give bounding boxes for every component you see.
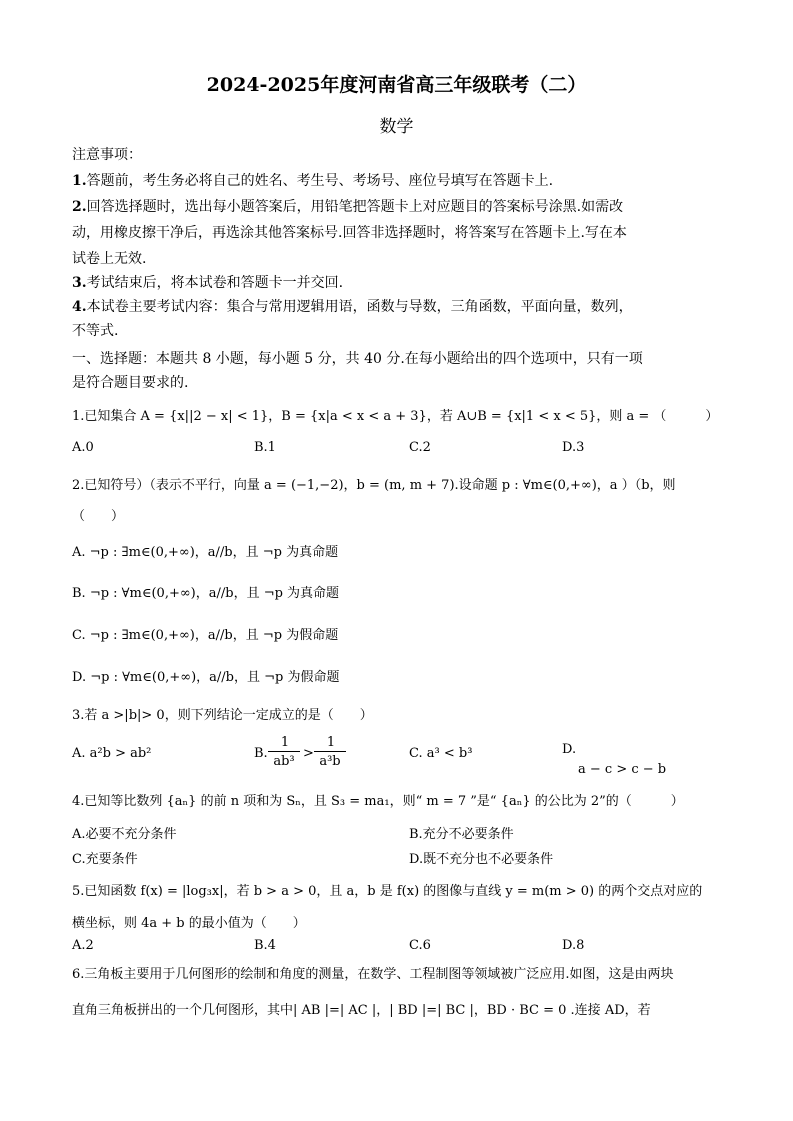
question-4-option-b: B.充分不必要条件 bbox=[409, 827, 514, 842]
greater-than: > bbox=[303, 746, 314, 761]
question-1-option-b: B.1 bbox=[254, 440, 276, 455]
fraction-numerator: 1 bbox=[280, 735, 290, 750]
question-2-option-a: A. ¬p : ∃m∈(0,+∞)，a//b，且 ¬p 为真命题 bbox=[72, 545, 339, 560]
question-6-stem-cont: 直角三角板拼出的一个几何图形，其中| AB |=| AC |，| BD |=| BC |，BD · BC = 0 .连接 AD，若 bbox=[72, 1003, 651, 1018]
notice-item-4 bbox=[72, 300, 633, 314]
notice-text: 考试结束后，将本试卷和答题卡一并交回. bbox=[86, 275, 344, 291]
notice-num: 3. bbox=[72, 275, 87, 291]
notice-item-2 bbox=[72, 200, 623, 214]
question-5-option-d: D.8 bbox=[562, 938, 585, 953]
notice-text: 回答选择题时，选出每小题答案后，用铅笔把答题卡上对应题目的答案标号涂黑.如需改 bbox=[86, 199, 624, 215]
fraction-denominator: ab³ bbox=[273, 754, 295, 769]
notice-text: 本试卷主要考试内容：集合与常用逻辑用语，函数与导数，三角函数，平面向量，数列， bbox=[86, 299, 633, 315]
question-4-stem: 4.已知等比数列 {aₙ} 的前 n 项和为 Sₙ，且 S₃ = ma₁，则“ m = 7 ”是“ {aₙ} 的公比为 2”的（ ） bbox=[72, 794, 684, 809]
question-6-stem: 6.三角板主要用于几何图形的绘制和角度的测量，在数学、工程制图等领域被广泛应用.如图，这是由两块 bbox=[72, 967, 674, 982]
question-4-option-a: A.必要不充分条件 bbox=[72, 827, 177, 842]
question-1-stem: 1.已知集合 A = {x||2 − x| < 1}，B = {x|a < x < a + 3}，若 A∪B = {x|1 < x < 5}，则 a = （ ） bbox=[72, 409, 719, 424]
question-1-option-d: D.3 bbox=[562, 440, 585, 455]
question-2-option-d: D. ¬p : ∀m∈(0,+∞)，a//b，且 ¬p 为假命题 bbox=[72, 670, 340, 685]
question-2-option-b: B. ¬p : ∀m∈(0,+∞)，a//b，且 ¬p 为真命题 bbox=[72, 586, 340, 601]
section-heading-line2: 是符合题目要求的. bbox=[72, 375, 189, 391]
fraction-numerator: 1 bbox=[326, 735, 336, 750]
notice-item-4-cont: 不等式. bbox=[72, 323, 119, 339]
notice-num: 2. bbox=[72, 199, 87, 215]
question-3-stem: 3.若 a >|b|> 0，则下列结论一定成立的是（ ） bbox=[72, 708, 373, 723]
question-2-option-c: C. ¬p : ∃m∈(0,+∞)，a//b，且 ¬p 为假命题 bbox=[72, 628, 339, 643]
question-4-option-c: C.充要条件 bbox=[72, 852, 138, 867]
notice-item-2-cont: 动，用橡皮擦干净后，再选涂其他答案标号.回答非选择题时，将答案写在答题卡上.写在本 bbox=[72, 225, 627, 241]
question-2-stem-cont: （ ） bbox=[72, 509, 125, 524]
notice-item-3 bbox=[72, 276, 343, 290]
question-2-stem: 2.已知符号）（表示不平行，向量 a = (−1,−2)，b = (m, m + 7).设命题 p : ∀m∈(0,+∞)，a ）（b，则 bbox=[72, 478, 676, 493]
fraction-denominator: a³b bbox=[319, 754, 341, 769]
notice-heading: 注意事项： bbox=[72, 147, 142, 163]
question-5-option-c: C.6 bbox=[409, 938, 431, 953]
question-4-option-d: D.既不充分也不必要条件 bbox=[409, 852, 554, 867]
question-3-option-d: a − c > c − b bbox=[578, 762, 667, 777]
section-heading-line1: 一、选择题：本题共 8 小题，每小题 5 分，共 40 分.在每小题给出的四个选项中，只有一项 bbox=[72, 351, 643, 367]
question-1-option-a: A.0 bbox=[72, 440, 94, 455]
question-3-option-c: C. a³ < b³ bbox=[409, 746, 473, 761]
page-title: 2024-2025年度河南省高三年级联考（二） bbox=[206, 74, 587, 96]
notice-num: 4. bbox=[72, 299, 87, 315]
question-5-option-a: A.2 bbox=[72, 938, 94, 953]
subject-title: 数学 bbox=[379, 117, 414, 137]
fraction-bar bbox=[268, 751, 300, 752]
notice-item-1 bbox=[72, 174, 553, 188]
question-5-option-b: B.4 bbox=[254, 938, 276, 953]
question-1-option-c: C.2 bbox=[409, 440, 431, 455]
notice-num: 1. bbox=[72, 173, 87, 189]
fraction-bar bbox=[314, 751, 346, 752]
notice-text: 答题前，考生务必将自己的姓名、考生号、考场号、座位号填写在答题卡上. bbox=[86, 173, 554, 189]
question-3-option-a: A. a²b > ab² bbox=[72, 746, 152, 761]
question-3-option-d-label: D. bbox=[562, 742, 577, 757]
option-label: B. bbox=[254, 746, 268, 761]
question-5-stem-cont: 横坐标，则 4a + b 的最小值为（ ） bbox=[72, 916, 306, 931]
question-5-stem: 5.已知函数 f(x) = |log₃x|，若 b > a > 0，且 a，b 是 f(x) 的图像与直线 y = m(m > 0) 的两个交点对应的 bbox=[72, 884, 703, 899]
notice-item-2-cont2: 试卷上无效. bbox=[72, 251, 147, 267]
